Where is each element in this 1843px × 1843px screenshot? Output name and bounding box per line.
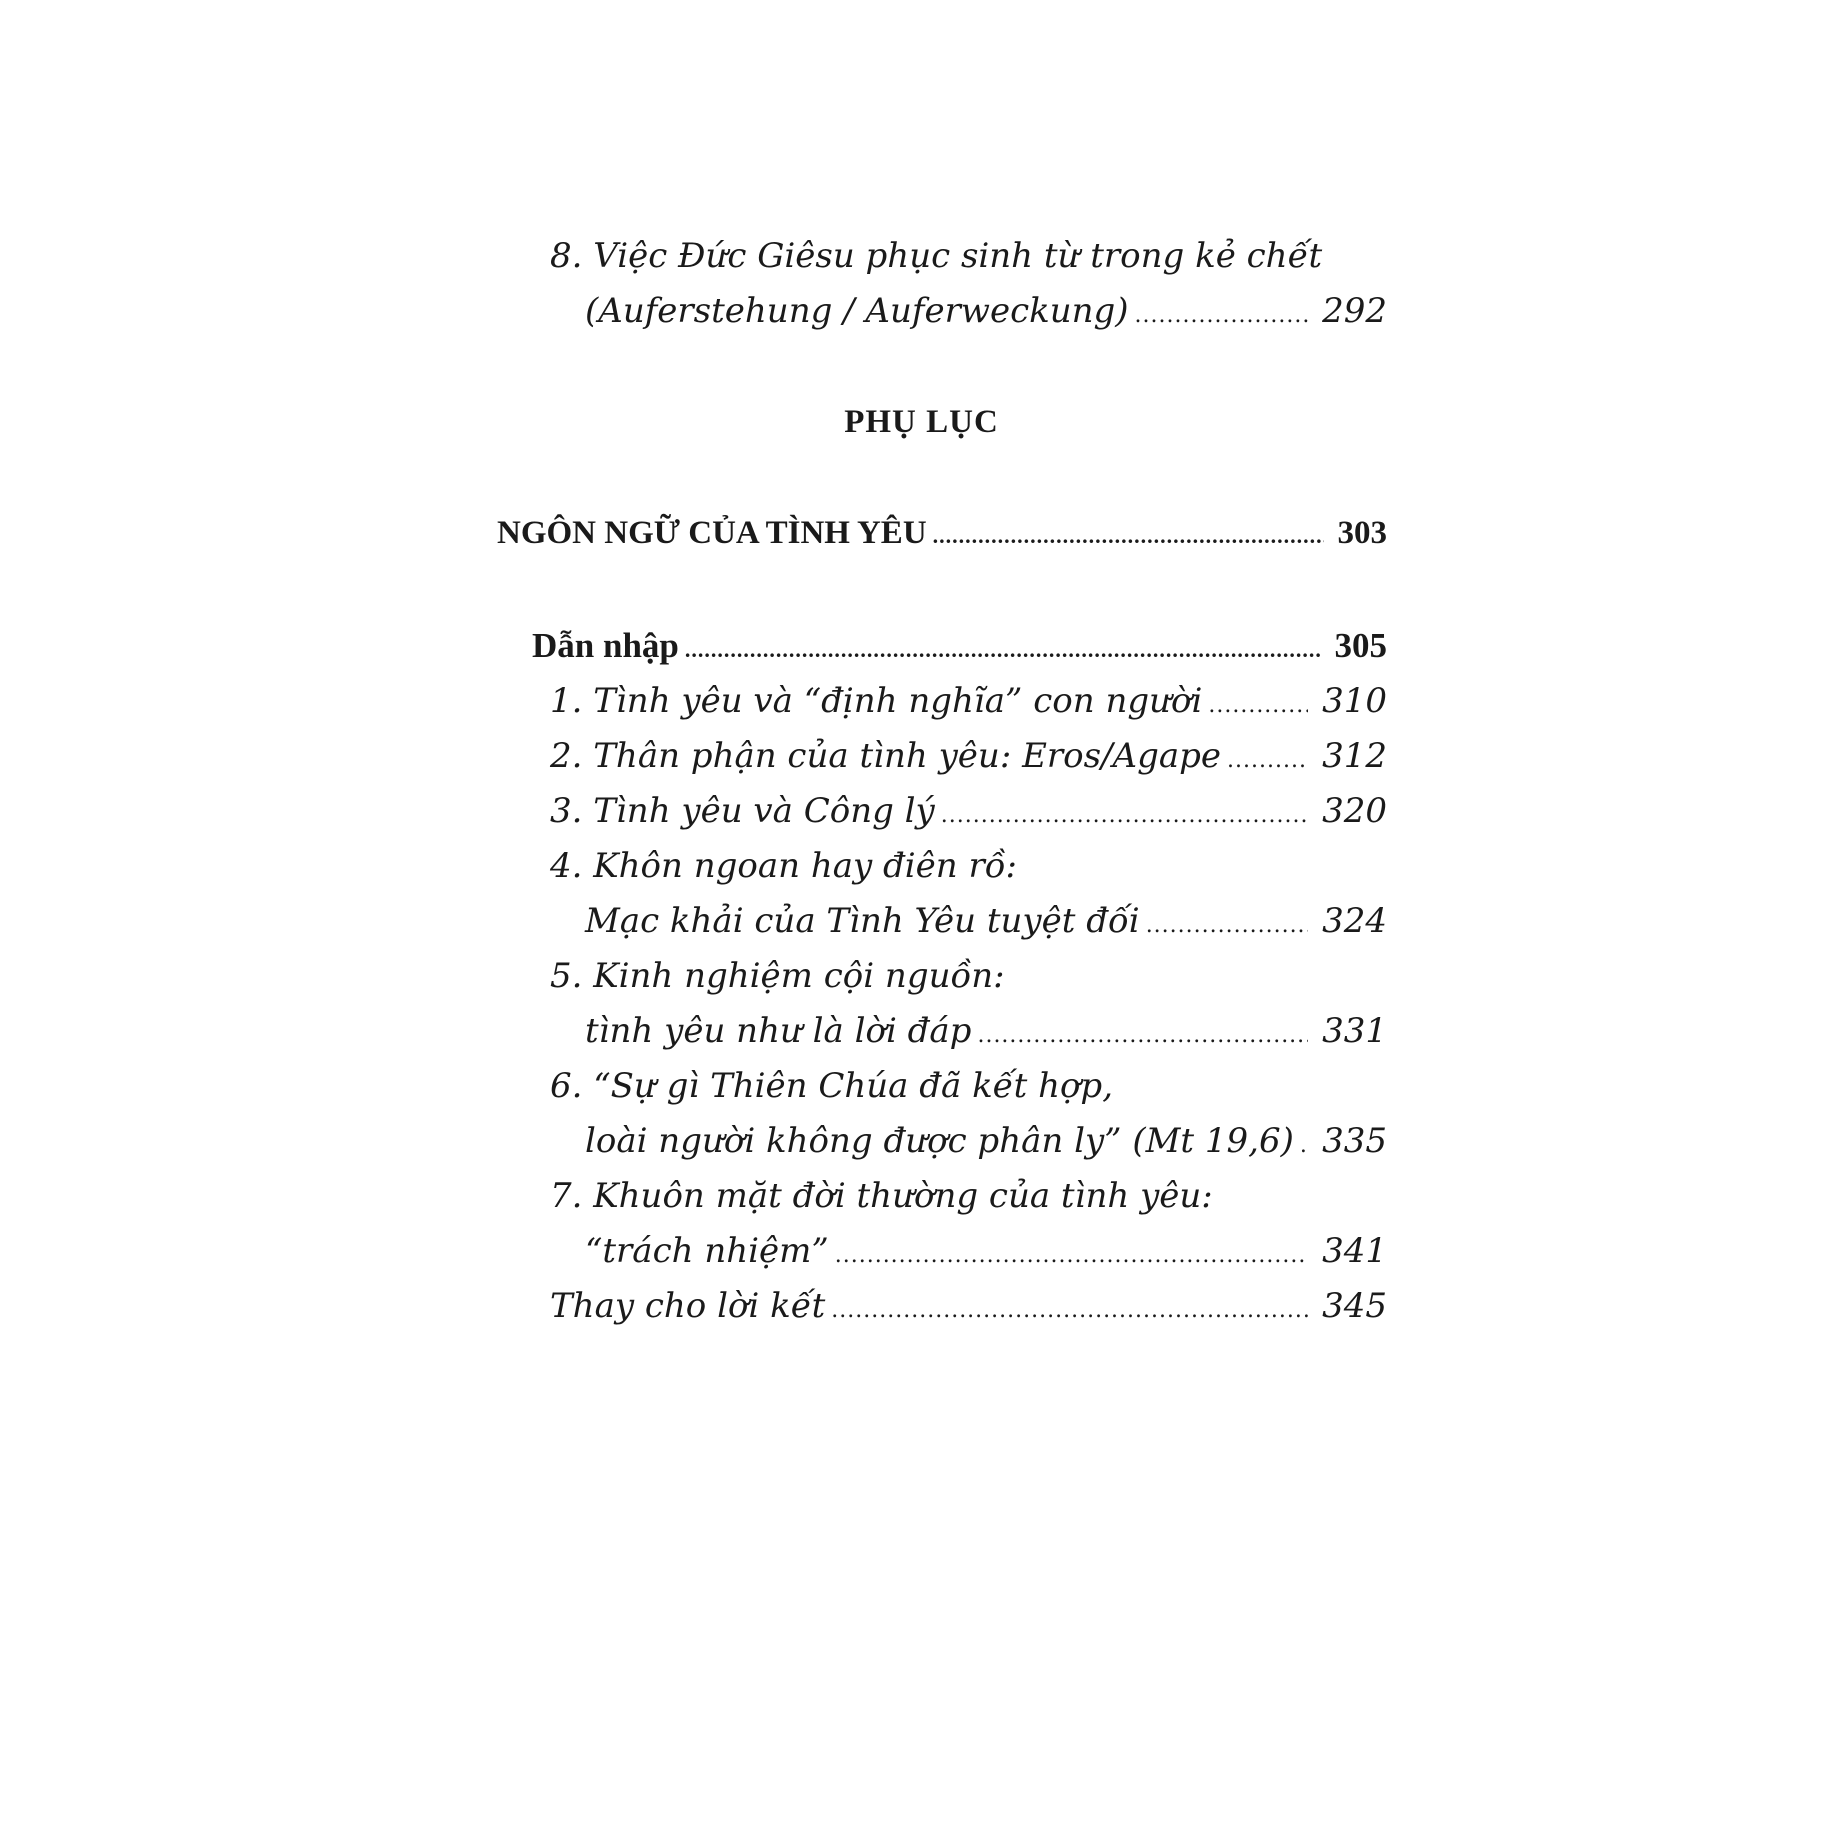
toc-item <box>497 1231 1387 1286</box>
toc-item-text: loài người không được phân ly” (Mt 19,6) <box>585 1121 1294 1161</box>
toc-entry-text: 8. Việc Đức Giêsu phục sinh từ trong kẻ chết <box>550 236 1323 276</box>
leader-dots <box>1135 303 1309 328</box>
toc-item-text: 5. Kinh nghiệm cội nguồn: <box>550 956 1005 996</box>
toc-page-number: 341 <box>1322 1231 1387 1271</box>
leader-dots <box>831 1298 1308 1323</box>
section-title: NGÔN NGỮ CỦA TÌNH YÊU <box>497 515 927 551</box>
toc-item <box>497 1066 1387 1121</box>
toc-item <box>497 846 1387 901</box>
toc-item-text: Mạc khải của Tình Yêu tuyệt đối <box>585 901 1140 941</box>
toc-page-number: 335 <box>1322 1121 1387 1161</box>
toc-item <box>497 681 1387 736</box>
leader-dots <box>977 1023 1308 1048</box>
toc-item-text: tình yêu như là lời đáp <box>585 1011 972 1051</box>
leader-dots <box>1208 693 1308 718</box>
toc-page-number: 292 <box>1322 291 1387 331</box>
leader-dots <box>933 523 1324 549</box>
toc-item <box>497 736 1387 791</box>
toc-intro-line <box>497 626 1387 681</box>
leader-dots <box>1300 1133 1308 1158</box>
toc-item-text: 4. Khôn ngoan hay điên rồ: <box>550 846 1017 886</box>
appendix-heading: PHỤ LỤC <box>844 404 999 440</box>
leader-dots <box>1227 748 1308 773</box>
toc-item-text: 6. “Sự gì Thiên Chúa đã kết hợp, <box>550 1066 1114 1106</box>
toc-item-text: 7. Khuôn mặt đời thường của tình yêu: <box>550 1176 1213 1216</box>
toc-page-number: 324 <box>1322 901 1387 941</box>
toc-page-number: 312 <box>1322 736 1387 776</box>
toc-item <box>497 956 1387 1011</box>
toc-page-number: 310 <box>1322 681 1387 721</box>
toc-item-text: 2. Thân phận của tình yêu: Eros/Agape <box>550 736 1222 776</box>
intro-title: Dẫn nhập <box>532 626 679 665</box>
toc-page-number: 345 <box>1322 1286 1387 1326</box>
toc-item <box>497 1121 1387 1176</box>
toc-entry-text: (Auferstehung / Auferweckung) <box>585 291 1129 331</box>
toc-item-text: 3. Tình yêu và Công lý <box>550 791 935 831</box>
toc-section <box>497 515 1387 570</box>
toc-item <box>497 1286 1387 1341</box>
leader-dots <box>835 1243 1308 1268</box>
leader-dots <box>941 803 1308 828</box>
toc-section-line <box>497 515 1387 570</box>
toc-top <box>497 236 1387 346</box>
toc-entry-8-line1 <box>497 236 1387 291</box>
toc-item-text: Thay cho lời kết <box>550 1286 826 1326</box>
toc-item-text: 1. Tình yêu và “định nghĩa” con người <box>550 681 1203 721</box>
toc-list <box>497 626 1387 1341</box>
toc-page-number: 305 <box>1334 626 1387 665</box>
toc-entry-8-line2 <box>497 291 1387 346</box>
toc-item <box>497 1176 1387 1231</box>
toc-item <box>497 791 1387 846</box>
toc-page-number: 331 <box>1322 1011 1387 1051</box>
toc-item <box>497 901 1387 956</box>
toc-item-text: “trách nhiệm” <box>585 1231 829 1271</box>
toc-page-number: 320 <box>1322 791 1387 831</box>
leader-dots <box>1146 913 1308 938</box>
toc-page-number: 303 <box>1337 515 1387 551</box>
toc-item <box>497 1011 1387 1066</box>
leader-dots <box>685 637 1321 663</box>
